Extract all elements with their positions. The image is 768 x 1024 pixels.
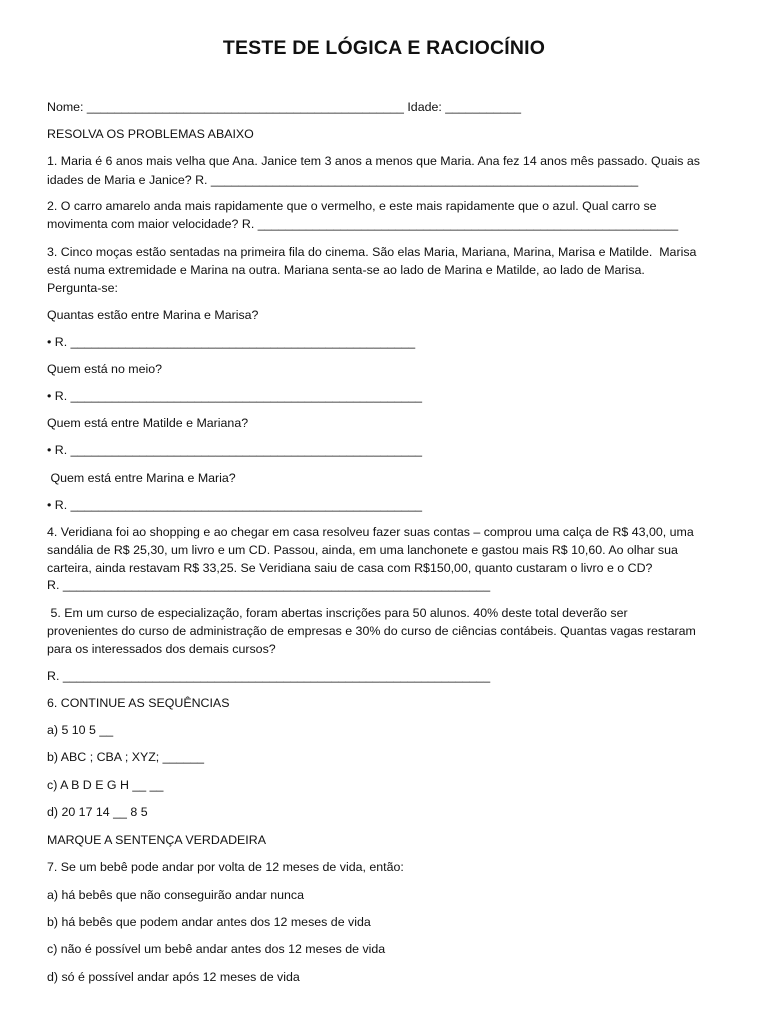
question-5-line-3: para os interessados dos demais cursos? <box>47 642 276 656</box>
answer-line-5: R. ______________________________________________________________ <box>47 669 491 683</box>
question-5-line-1: 5. Em um curso de especialização, foram abertas inscrições para 50 alunos. 40% deste total deverão ser <box>47 606 628 620</box>
name-age-line: Nome: ______________________________________________ Idade: ___________ <box>47 100 522 114</box>
question-4-line-1: 4. Veridiana foi ao shopping e ao chegar em casa resolveu fazer suas contas – comprou uma calça de R$ 43,00, uma <box>47 525 694 539</box>
question-3-line-3: Pergunta-se: <box>47 281 118 295</box>
question-2-line-1: 2. O carro amarelo anda mais rapidamente que o vermelho, e este mais rapidamente que o azul. Qual carro se <box>47 199 657 213</box>
answer-line-3d: • R. ___________________________________________________ <box>47 498 423 512</box>
question-3-line-1: 3. Cinco moças estão sentadas na primeira fila do cinema. São elas Maria, Mariana, Marina, Marisa e Matilde. Marisa <box>47 245 697 259</box>
question-3c: Quem está entre Matilde e Mariana? <box>47 416 249 430</box>
answer-line-3a: • R. __________________________________________________ <box>47 335 416 349</box>
option-b: b) há bebês que podem andar antes dos 12 meses de vida <box>47 915 371 929</box>
question-3a: Quantas estão entre Marina e Marisa? <box>47 308 259 322</box>
option-d: d) só é possível andar após 12 meses de vida <box>47 970 300 984</box>
question-6-heading: 6. CONTINUE AS SEQUÊNCIAS <box>47 696 230 710</box>
question-1-line-1: 1. Maria é 6 anos mais velha que Ana. Janice tem 3 anos a menos que Maria. Ana fez 14 anos mês passado. Quais as <box>47 154 700 168</box>
answer-line-3b: • R. ___________________________________________________ <box>47 389 423 403</box>
page-title: TESTE DE LÓGICA E RACIOCÍNIO <box>222 37 546 59</box>
instructions-heading: RESOLVA OS PROBLEMAS ABAIXO <box>47 127 254 141</box>
answer-line-3c: • R. ___________________________________________________ <box>47 443 423 457</box>
question-2-line-2: movimenta com maior velocidade? R. _____________________________________________________________ <box>47 217 679 231</box>
question-5-line-2: provenientes do curso de administração de empresas e 30% do curso de ciências contábeis. Quantas vagas restaram <box>47 624 696 638</box>
answer-line-4: R. ______________________________________________________________ <box>47 578 491 592</box>
question-4-line-3: carteira, ainda restavam R$ 33,25. Se Veridiana saiu de casa com R$150,00, quanto custaram o livro e o CD? <box>47 561 653 575</box>
question-3d: Quem está entre Marina e Maria? <box>47 471 236 485</box>
question-3-line-2: está numa extremidade e Marina na outra. Mariana senta-se ao lado de Marina e Matilde, ao lado de Marisa. <box>47 263 645 277</box>
sequence-b: b) ABC ; CBA ; XYZ; ______ <box>47 750 205 764</box>
sequence-c: c) A B D E G H __ __ <box>47 778 164 792</box>
question-3b: Quem está no meio? <box>47 362 163 376</box>
option-a: a) há bebês que não conseguirão andar nunca <box>47 888 304 902</box>
section-heading: MARQUE A SENTENÇA VERDADEIRA <box>47 833 266 847</box>
sequence-a: a) 5 10 5 __ <box>47 723 114 737</box>
question-1-line-2: idades de Maria e Janice? R. ______________________________________________________________ <box>47 173 639 187</box>
question-4-line-2: sandália de R$ 25,30, um livro e um CD. Passou, ainda, em uma lanchonete e gastou mais R$ 10,60. Ao olhar sua <box>47 543 678 557</box>
question-7: 7. Se um bebê pode andar por volta de 12 meses de vida, então: <box>47 860 404 874</box>
option-c: c) não é possível um bebê andar antes dos 12 meses de vida <box>47 942 386 956</box>
sequence-d: d) 20 17 14 __ 8 5 <box>47 805 148 819</box>
